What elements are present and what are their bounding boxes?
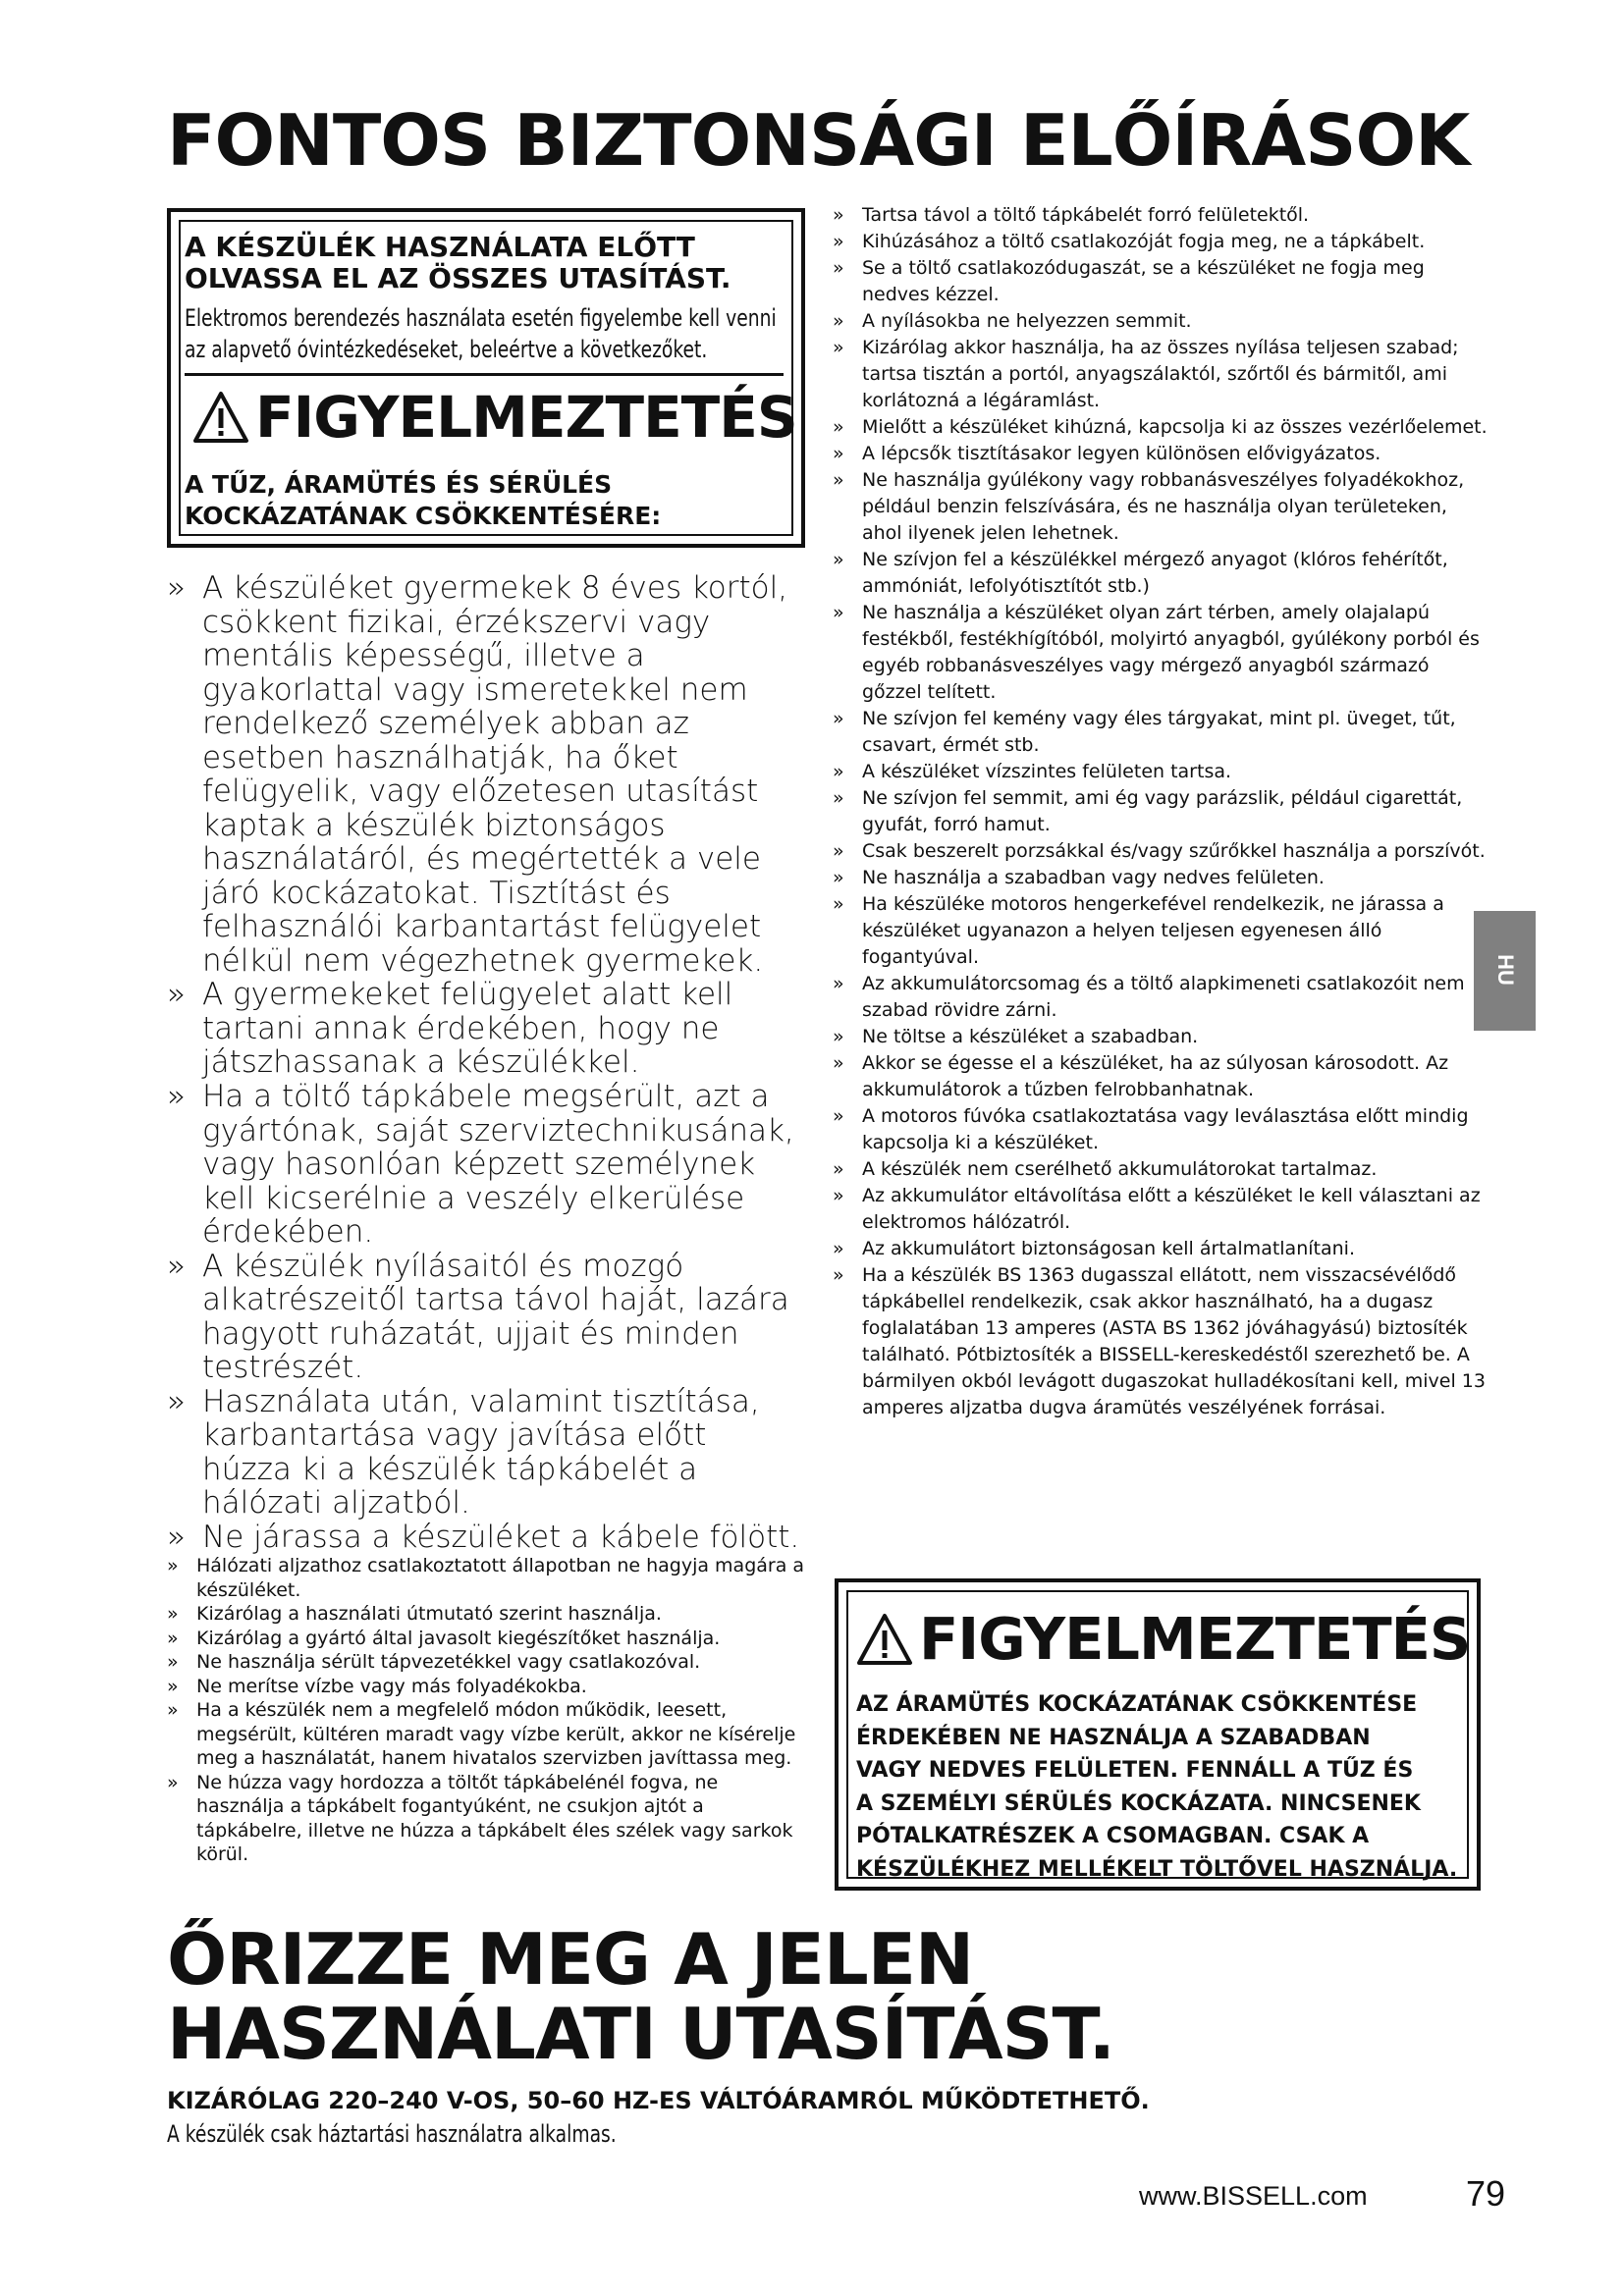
list-item — [833, 865, 1490, 891]
list-item-text: Ne töltse a készüléket a szabadban. — [862, 1026, 1199, 1047]
list-item — [833, 414, 1490, 441]
list-item — [833, 308, 1490, 335]
list-item — [167, 1080, 805, 1250]
list-item-text: Az akkumulátor eltávolítása előtt a készüléket le kell választani az elektromos hálózatról. — [862, 1185, 1481, 1233]
list-item-text: Ne szívjon fel a készülékkel mérgező anyagot (klóros fehérítőt, ammóniát, lefolyótisztítót stb.) — [862, 549, 1448, 597]
list-item-text: Csak beszerelt porzsákkal és/vagy szűrőkkel használja a porszívót. — [862, 840, 1486, 862]
bullet-marker: » — [833, 1158, 844, 1180]
warning-triangle-icon — [856, 1613, 913, 1666]
bullet-marker: » — [833, 602, 844, 623]
box-heading — [185, 232, 731, 294]
list-item-text: Se a töltő csatlakozódugaszát, se a készüléket ne fogja meg nedves kézzel. — [862, 257, 1425, 305]
warning-sub-line2: KOCKÁZATÁNAK CSÖKKENTÉSÉRE: — [185, 502, 662, 530]
warning-line: KÉSZÜLÉKHEZ MELLÉKELT TÖLTŐVEL HASZNÁLJA. — [856, 1856, 1458, 1882]
box-heading-line2: OLVASSA EL AZ ÖSSZES UTASÍTÁST. — [185, 262, 731, 294]
keep-line1: ŐRIZZE MEG A JELEN — [167, 1918, 974, 2001]
page-number: 79 — [1466, 2173, 1506, 2214]
bullet-marker: » — [833, 1105, 844, 1127]
list-item — [167, 1771, 805, 1867]
box-divider — [185, 373, 784, 376]
list-item — [833, 441, 1490, 467]
bullet-marker: » — [167, 1699, 179, 1722]
list-item — [167, 978, 805, 1080]
list-item — [167, 1650, 805, 1675]
warning-line: A SZEMÉLYI SÉRÜLÉS KOCKÁZATA. NINCSENEK — [856, 1790, 1421, 1816]
list-item — [833, 785, 1490, 838]
bullet-marker: » — [167, 977, 186, 1013]
list-item-text: Ne használja sérült tápvezetékkel vagy csatlakozóval. — [196, 1651, 701, 1674]
language-tab-label: HU — [1493, 954, 1518, 986]
bullet-marker: » — [833, 761, 844, 782]
list-item-text: Ne használja a készüléket olyan zárt térben, amely olajalapú festékből, festékhígítóból, molyirtó anyagból, gyúlékony porból és egyéb robbanásveszélyes vagy mérgező anyagból származó gőzzel telített. — [862, 602, 1480, 703]
warning-label: FIGYELMEZTETÉS — [255, 384, 797, 451]
list-item — [833, 335, 1490, 414]
bullet-marker: » — [833, 310, 844, 332]
list-item — [167, 1554, 805, 1602]
list-item-text: Ne használja a szabadban vagy nedves felületen. — [862, 867, 1325, 888]
bullet-marker: » — [833, 204, 844, 226]
list-item — [833, 1050, 1490, 1103]
list-item — [167, 1675, 805, 1699]
list-item — [833, 600, 1490, 706]
household-use-notice: A készülék csak háztartási használatra alkalmas. — [167, 2120, 617, 2148]
list-item-text: A nyílásokba ne helyezzen semmit. — [862, 310, 1192, 332]
warning-heading — [856, 1605, 1471, 1673]
website-url: www.BISSELL.com — [1139, 2181, 1368, 2211]
list-item-text: Kizárólag akkor használja, ha az összes nyílása teljesen szabad; tartsa tisztán a portól, anyagszálaktól, szőrtől és bármitől, ami korlátozná a légáramlást. — [862, 337, 1459, 411]
list-item — [833, 706, 1490, 759]
list-item — [833, 1103, 1490, 1156]
page-title: FONTOS BIZTONSÁGI ELŐÍRÁSOK — [167, 100, 1470, 183]
bullet-marker: » — [833, 231, 844, 252]
warning-body — [856, 1688, 1457, 1886]
list-item-text: A készüléket gyermekek 8 éves kortól, csökkent fizikai, érzékszervi vagy mentális képességű, illetve a gyakorlattal vagy ismeretekkel nem rendelkező személyek abban az esetben használhatják, ha őket felügyelik, vagy előzetesen utasítást kaptak a készülék biztonságos használatáról, és megértették a vele járó kockázatokat. Tisztítást és felhasználói karbantartást felügyelet nélkül nem végezhetnek gyermekek. — [202, 570, 788, 979]
list-item-text: A készülék nem cserélhető akkumulátorokat tartalmaz. — [862, 1158, 1378, 1180]
bullet-marker: » — [167, 1771, 179, 1793]
list-item-text: A készüléket vízszintes felületen tartsa. — [862, 761, 1232, 782]
warning-line: VAGY NEDVES FELÜLETEN. FENNÁLL A TŰZ ÉS — [856, 1758, 1414, 1783]
list-item-text: Ha a készülék nem a megfelelő módon működik, leesett, megsérült, kültéren maradt vagy vízbe került, akkor ne kísérelje meg a használatát, hanem hivatalos szervizben javíttassa meg. — [196, 1699, 796, 1770]
list-item-text: Hálózati aljzathoz csatlakoztatott állapotban ne hagyja magára a készüléket. — [196, 1555, 805, 1601]
bullet-marker: » — [167, 1248, 186, 1284]
warning-line: PÓTALKATRÉSZEK A CSOMAGBAN. CSAK A — [856, 1824, 1370, 1848]
bullet-marker: » — [833, 416, 844, 438]
bullet-marker: » — [833, 469, 844, 491]
outdoor-warning-box — [835, 1578, 1481, 1891]
bullet-marker: » — [833, 1185, 844, 1206]
list-item-text: Kizárólag a használati útmutató szerint használja. — [196, 1603, 662, 1626]
list-item — [167, 1698, 805, 1771]
list-item-text: Ha a készülék BS 1363 dugasszal ellátott, nem visszacsévélődő tápkábellel rendelkezik, csak akkor használható, ha a dugasz foglalatában 13 amperes (ASTA BS 1362 jóváhagyású) biztosíték található. Pótbiztosíték a BISSELL-kereskedéstől szerezhető be. A bármilyen okból levágott dugaszokat hulladékosítani kell, mivel 13 amperes aljzatba dugva áramütés veszélyének forrásai. — [862, 1264, 1486, 1418]
bullet-marker: » — [833, 1264, 844, 1286]
list-item — [833, 1156, 1490, 1183]
list-item-text: Kizárólag a gyártó által javasolt kiegészítőket használja. — [196, 1627, 721, 1649]
bullet-marker: » — [833, 973, 844, 994]
keep-line2: HASZNÁLATI UTASÍTÁST. — [167, 1993, 1114, 2075]
warning-triangle-icon — [192, 391, 249, 444]
box-body-line2: az alapvető óvintézkedéseket, beleértve a következőket. — [185, 336, 708, 363]
list-item-text: Ha készüléke motoros hengerkefével rendelkezik, ne járassa a készüléket ugyanazon a helyen teljesen egyenesen álló fogantyúval. — [862, 893, 1444, 968]
small-instructions-list — [167, 1554, 805, 1867]
bullet-marker: » — [167, 570, 186, 606]
list-item — [833, 229, 1490, 255]
list-item-text: Ne járassa a készüléket a kábele fölött. — [202, 1519, 800, 1555]
list-item — [833, 255, 1490, 308]
list-item-text: A lépcsők tisztításakor legyen különösen elővigyázatos. — [862, 443, 1381, 464]
bullet-marker: » — [167, 1603, 179, 1626]
list-item-text: Az akkumulátort biztonságosan kell ártalmatlanítani. — [862, 1238, 1355, 1259]
box-body-line1: Elektromos berendezés használata esetén figyelembe kell venni — [185, 304, 777, 332]
list-item — [833, 1236, 1490, 1262]
list-item — [833, 971, 1490, 1024]
warning-subheading — [185, 469, 661, 532]
keep-instructions-heading — [167, 1918, 1114, 2075]
bullet-marker: » — [167, 1078, 186, 1114]
list-item — [833, 891, 1490, 971]
bullet-marker: » — [833, 787, 844, 809]
left-column — [167, 571, 805, 1867]
list-item-text: Akkor se égesse el a készüléket, ha az súlyosan károsodott. Az akkumulátorok a tűzben felrobbanhatnak. — [862, 1052, 1449, 1100]
voltage-notice: KIZÁRÓLAG 220–240 V-OS, 50–60 HZ-ES VÁLTÓÁRAMRÓL MŰKÖDTETHETŐ. — [167, 2087, 1150, 2114]
list-item — [167, 571, 805, 978]
list-item-text: A készülék nyílásaitól és mozgó alkatrészeitől tartsa távol haját, lazára hagyott ruházatát, ujjait és minden testrészét. — [202, 1248, 789, 1386]
bullet-marker: » — [167, 1383, 186, 1419]
bullet-marker: » — [833, 549, 844, 570]
bullet-marker: » — [167, 1651, 179, 1674]
list-item-text: Tartsa távol a töltő tápkábelét forró felületektől. — [862, 204, 1310, 226]
list-item-text: A gyermekeket felügyelet alatt kell tartani annak érdekében, hogy ne játszhassanak a készülékkel. — [202, 977, 733, 1081]
warning-heading — [192, 384, 797, 451]
list-item — [833, 1183, 1490, 1236]
large-instructions-list — [167, 571, 805, 1554]
warning-line: AZ ÁRAMÜTÉS KOCKÁZATÁNAK CSÖKKENTÉSE — [856, 1692, 1418, 1717]
list-item-text: Ha a töltő tápkábele megsérült, azt a gyártónak, saját szerviztechnikusának, vagy hasonlóan képzett személynek kell kicserélnie a veszély elkerülése érdekében. — [202, 1078, 794, 1251]
bullet-marker: » — [167, 1519, 186, 1555]
right-column — [833, 202, 1490, 1421]
bullet-marker: » — [833, 1026, 844, 1047]
list-item-text: A motoros fúvóka csatlakoztatása vagy leválasztása előtt mindig kapcsolja ki a készüléket. — [862, 1105, 1469, 1153]
list-item-text: Az akkumulátorcsomag és a töltő alapkimeneti csatlakozóit nem szabad rövidre zárni. — [862, 973, 1465, 1021]
bullet-marker: » — [833, 867, 844, 888]
list-item — [833, 1024, 1490, 1050]
right-instructions-list — [833, 202, 1490, 1421]
list-item-text: Használata után, valamint tisztítása, karbantartása vagy javítása előtt húzza ki a készülék tápkábelét a hálózati aljzatból. — [202, 1383, 760, 1522]
list-item-text: Ne használja gyúlékony vagy robbanásveszélyes folyadékokhoz, például benzin felszívására, és ne használja olyan területeken, ahol ilyenek jelen lehetnek. — [862, 469, 1465, 544]
bullet-marker: » — [833, 257, 844, 279]
list-item-text: Ne húzza vagy hordozza a töltőt tápkábelénél fogva, ne használja a tápkábelt fogantyúként, ne csukjon ajtót a tápkábelre, illetve ne húzza a tápkábelt éles szélek vagy sarkok körül. — [196, 1771, 793, 1866]
list-item-text: Ne szívjon fel kemény vagy éles tárgyakat, mint pl. üveget, tűt, csavart, érmét stb. — [862, 708, 1456, 756]
list-item — [833, 547, 1490, 600]
bullet-marker: » — [833, 1052, 844, 1074]
warning-sub-line1: A TŰZ, ÁRAMÜTÉS ÉS SÉRÜLÉS — [185, 470, 613, 499]
list-item — [167, 1385, 805, 1521]
box-heading-line1: A KÉSZÜLÉK HASZNÁLATA ELŐTT — [185, 231, 695, 263]
bullet-marker: » — [833, 443, 844, 464]
list-item-text: Ne szívjon fel semmit, ami ég vagy parázslik, például cigarettát, gyufát, forró hamut. — [862, 787, 1463, 835]
list-item — [167, 1602, 805, 1627]
list-item-text: Mielőtt a készüléket kihúzná, kapcsolja ki az összes vezérlőelemet. — [862, 416, 1488, 438]
bullet-marker: » — [167, 1675, 179, 1697]
bullet-marker: » — [833, 708, 844, 729]
warning-line: ÉRDEKÉBEN NE HASZNÁLJA A SZABADBAN — [856, 1725, 1371, 1750]
list-item — [167, 1250, 805, 1385]
list-item — [833, 467, 1490, 547]
bullet-marker: » — [167, 1555, 179, 1577]
list-item — [833, 1262, 1490, 1421]
bullet-marker: » — [833, 840, 844, 862]
list-item — [167, 1627, 805, 1651]
bullet-marker: » — [833, 337, 844, 358]
list-item-text: Ne merítse vízbe vagy más folyadékokba. — [196, 1675, 587, 1697]
warning-label: FIGYELMEZTETÉS — [919, 1605, 1471, 1673]
bullet-marker: » — [167, 1627, 179, 1649]
list-item — [167, 1521, 805, 1555]
list-item — [833, 202, 1490, 229]
box-body-text — [185, 302, 789, 365]
read-instructions-box — [167, 208, 805, 548]
list-item — [833, 838, 1490, 865]
bullet-marker: » — [833, 1238, 844, 1259]
list-item-text: Kihúzásához a töltő csatlakozóját fogja meg, ne a tápkábelt. — [862, 231, 1426, 252]
list-item — [833, 759, 1490, 785]
bullet-marker: » — [833, 893, 844, 915]
